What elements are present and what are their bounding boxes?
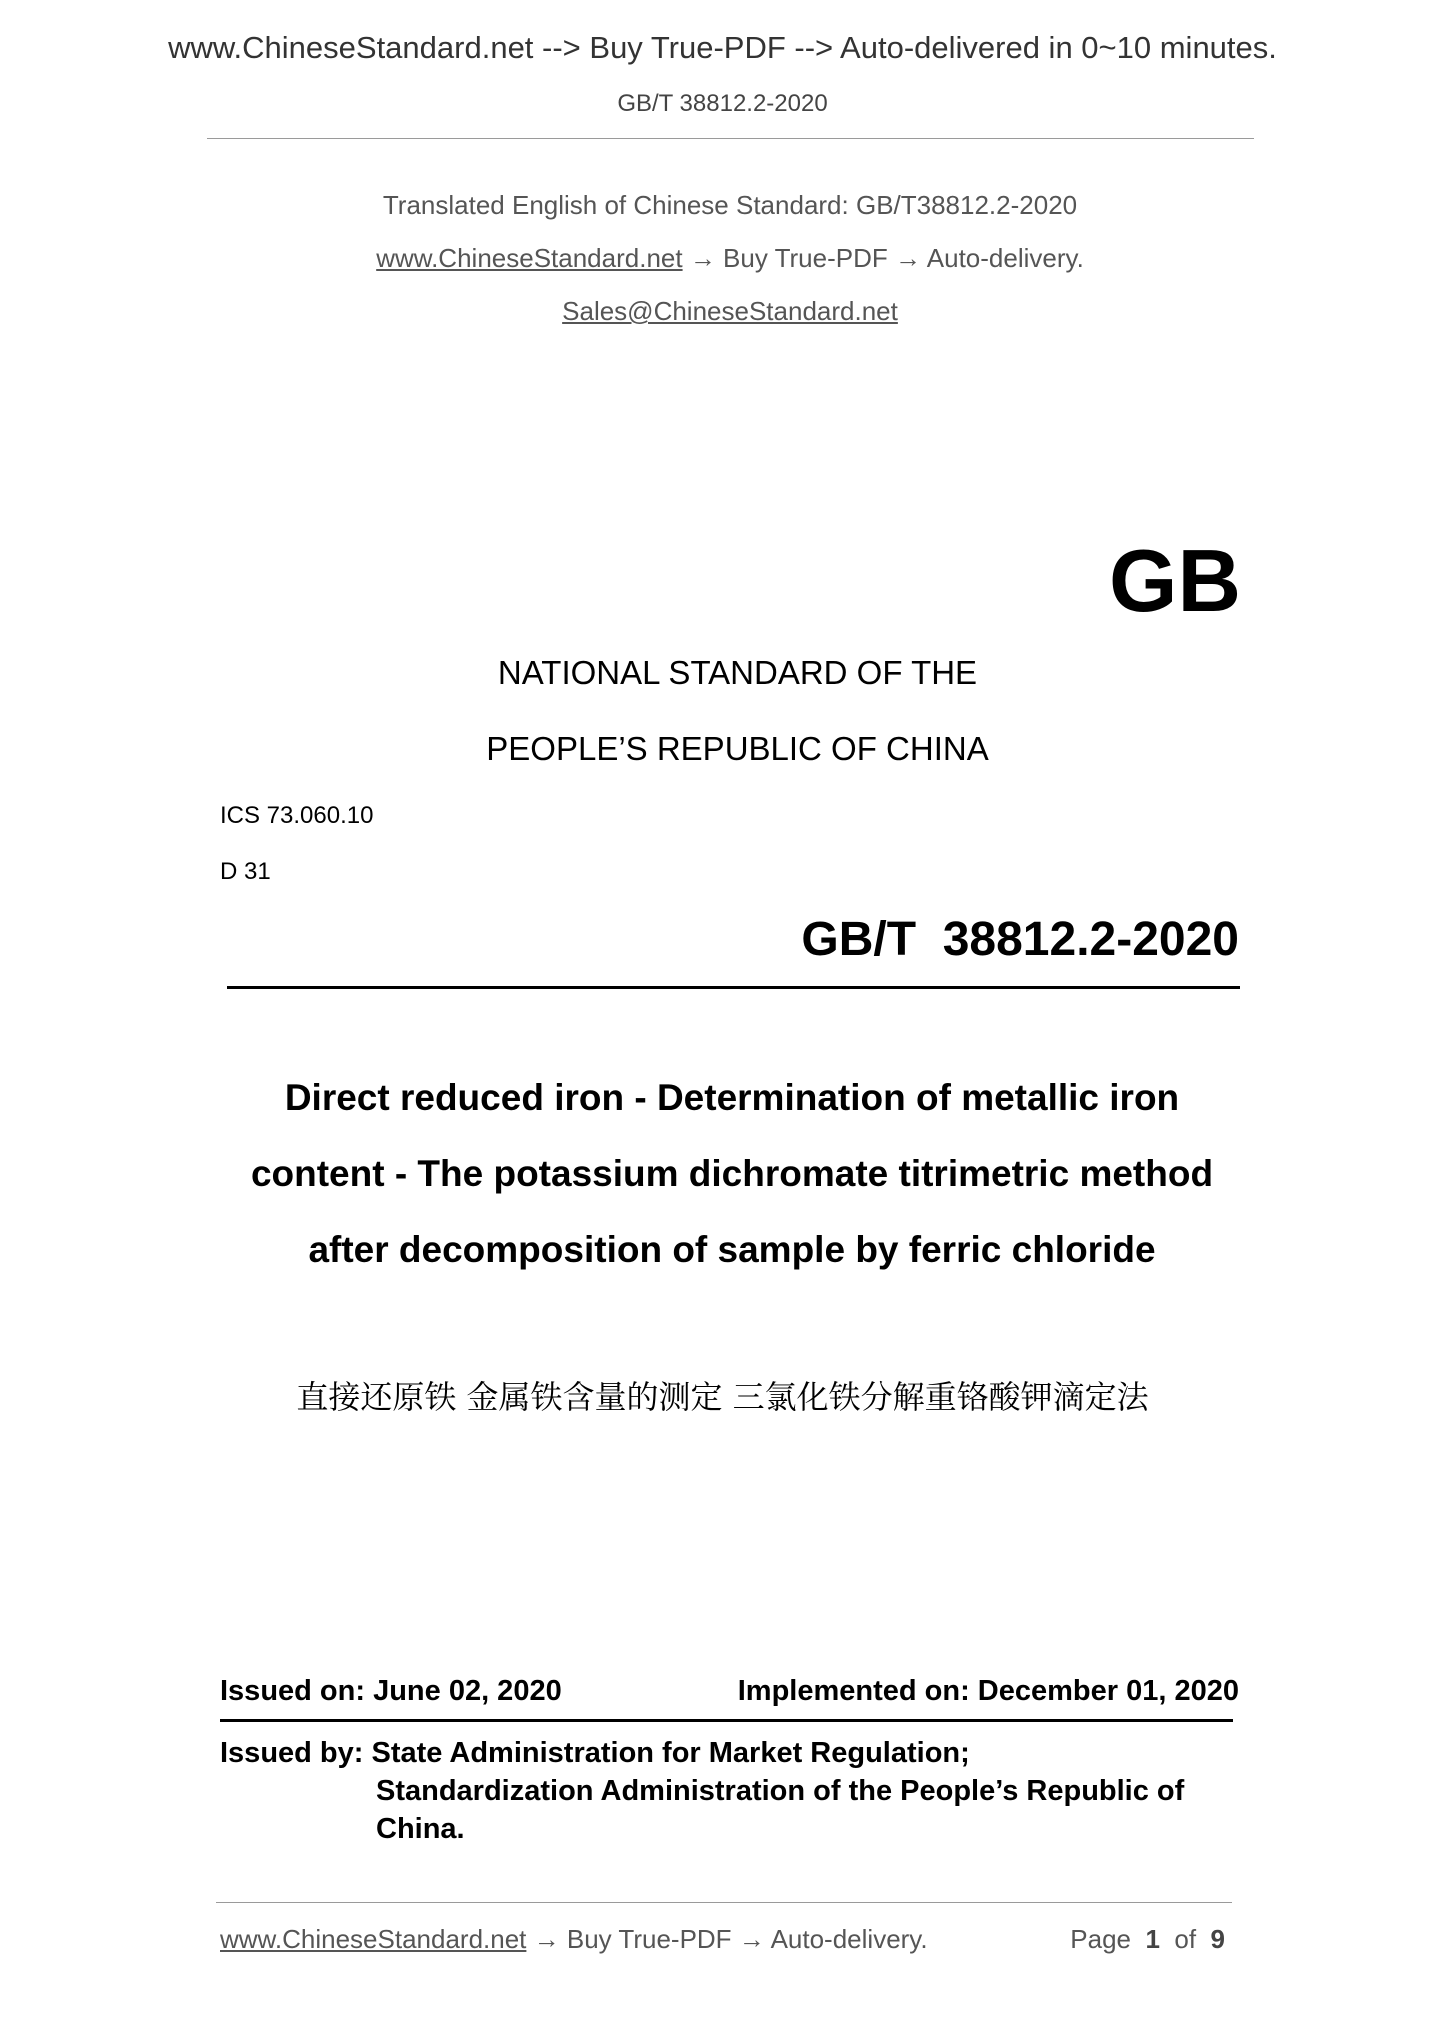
dates-rule: [220, 1719, 1233, 1722]
issued-on-date: Issued on: June 02, 2020: [220, 1675, 562, 1707]
ics-code: ICS 73.060.10: [220, 802, 374, 829]
buy-text: → Buy True-PDF → Auto-delivery.: [682, 243, 1084, 273]
standard-number: GB/T 38812.2-2020: [801, 913, 1239, 966]
issued-by-org2: Standardization Administration of the People’s Republic of China.: [376, 1775, 1185, 1845]
page-label: Page: [1070, 1924, 1132, 1954]
page-indicator: [1070, 1924, 1225, 1955]
sales-email-link[interactable]: Sales@ChineseStandard.net: [562, 296, 898, 326]
top-banner: www.ChineseStandard.net --> Buy True-PDF --> Auto-delivered in 0~10 minutes.: [168, 30, 1277, 65]
national-standard-line1: NATIONAL STANDARD OF THE: [497, 654, 978, 691]
footer-buy-text: → Buy True-PDF → Auto-delivery.: [526, 1924, 928, 1954]
header-divider: [207, 138, 1254, 139]
implemented-on-date: Implemented on: December 01, 2020: [737, 1675, 1239, 1707]
national-standard-line2: PEOPLE’S REPUBLIC OF CHINA: [486, 730, 989, 767]
page-current: 1: [1145, 1924, 1160, 1954]
translation-links: [0, 243, 1445, 274]
footer-links: [220, 1924, 928, 1955]
ccs-code: D 31: [220, 858, 271, 885]
gb-logo: GB: [1109, 531, 1241, 630]
title-english: Direct reduced iron - Determination of metallic iron content - The potassium dichromate titrimetric method after decomposition of sample by ferric chloride: [250, 1077, 1214, 1270]
site-link[interactable]: www.ChineseStandard.net: [376, 243, 683, 273]
header-standard-code: GB/T 38812.2-2020: [617, 90, 828, 117]
standard-number-rule: [227, 986, 1240, 989]
translation-note: Translated English of Chinese Standard: GB/T38812.2-2020: [382, 190, 1078, 220]
page-total: 9: [1210, 1924, 1225, 1954]
issued-by: Issued by: State Administration for Market Regulation;: [220, 1737, 970, 1769]
email-line: [0, 296, 1445, 327]
footer-site-link[interactable]: www.ChineseStandard.net: [220, 1924, 527, 1954]
title-chinese: 直接还原铁 金属铁含量的测定 三氯化铁分解重铬酸钾滴定法: [296, 1378, 1149, 1416]
footer-divider: [216, 1902, 1232, 1903]
page-of: of: [1174, 1924, 1197, 1954]
